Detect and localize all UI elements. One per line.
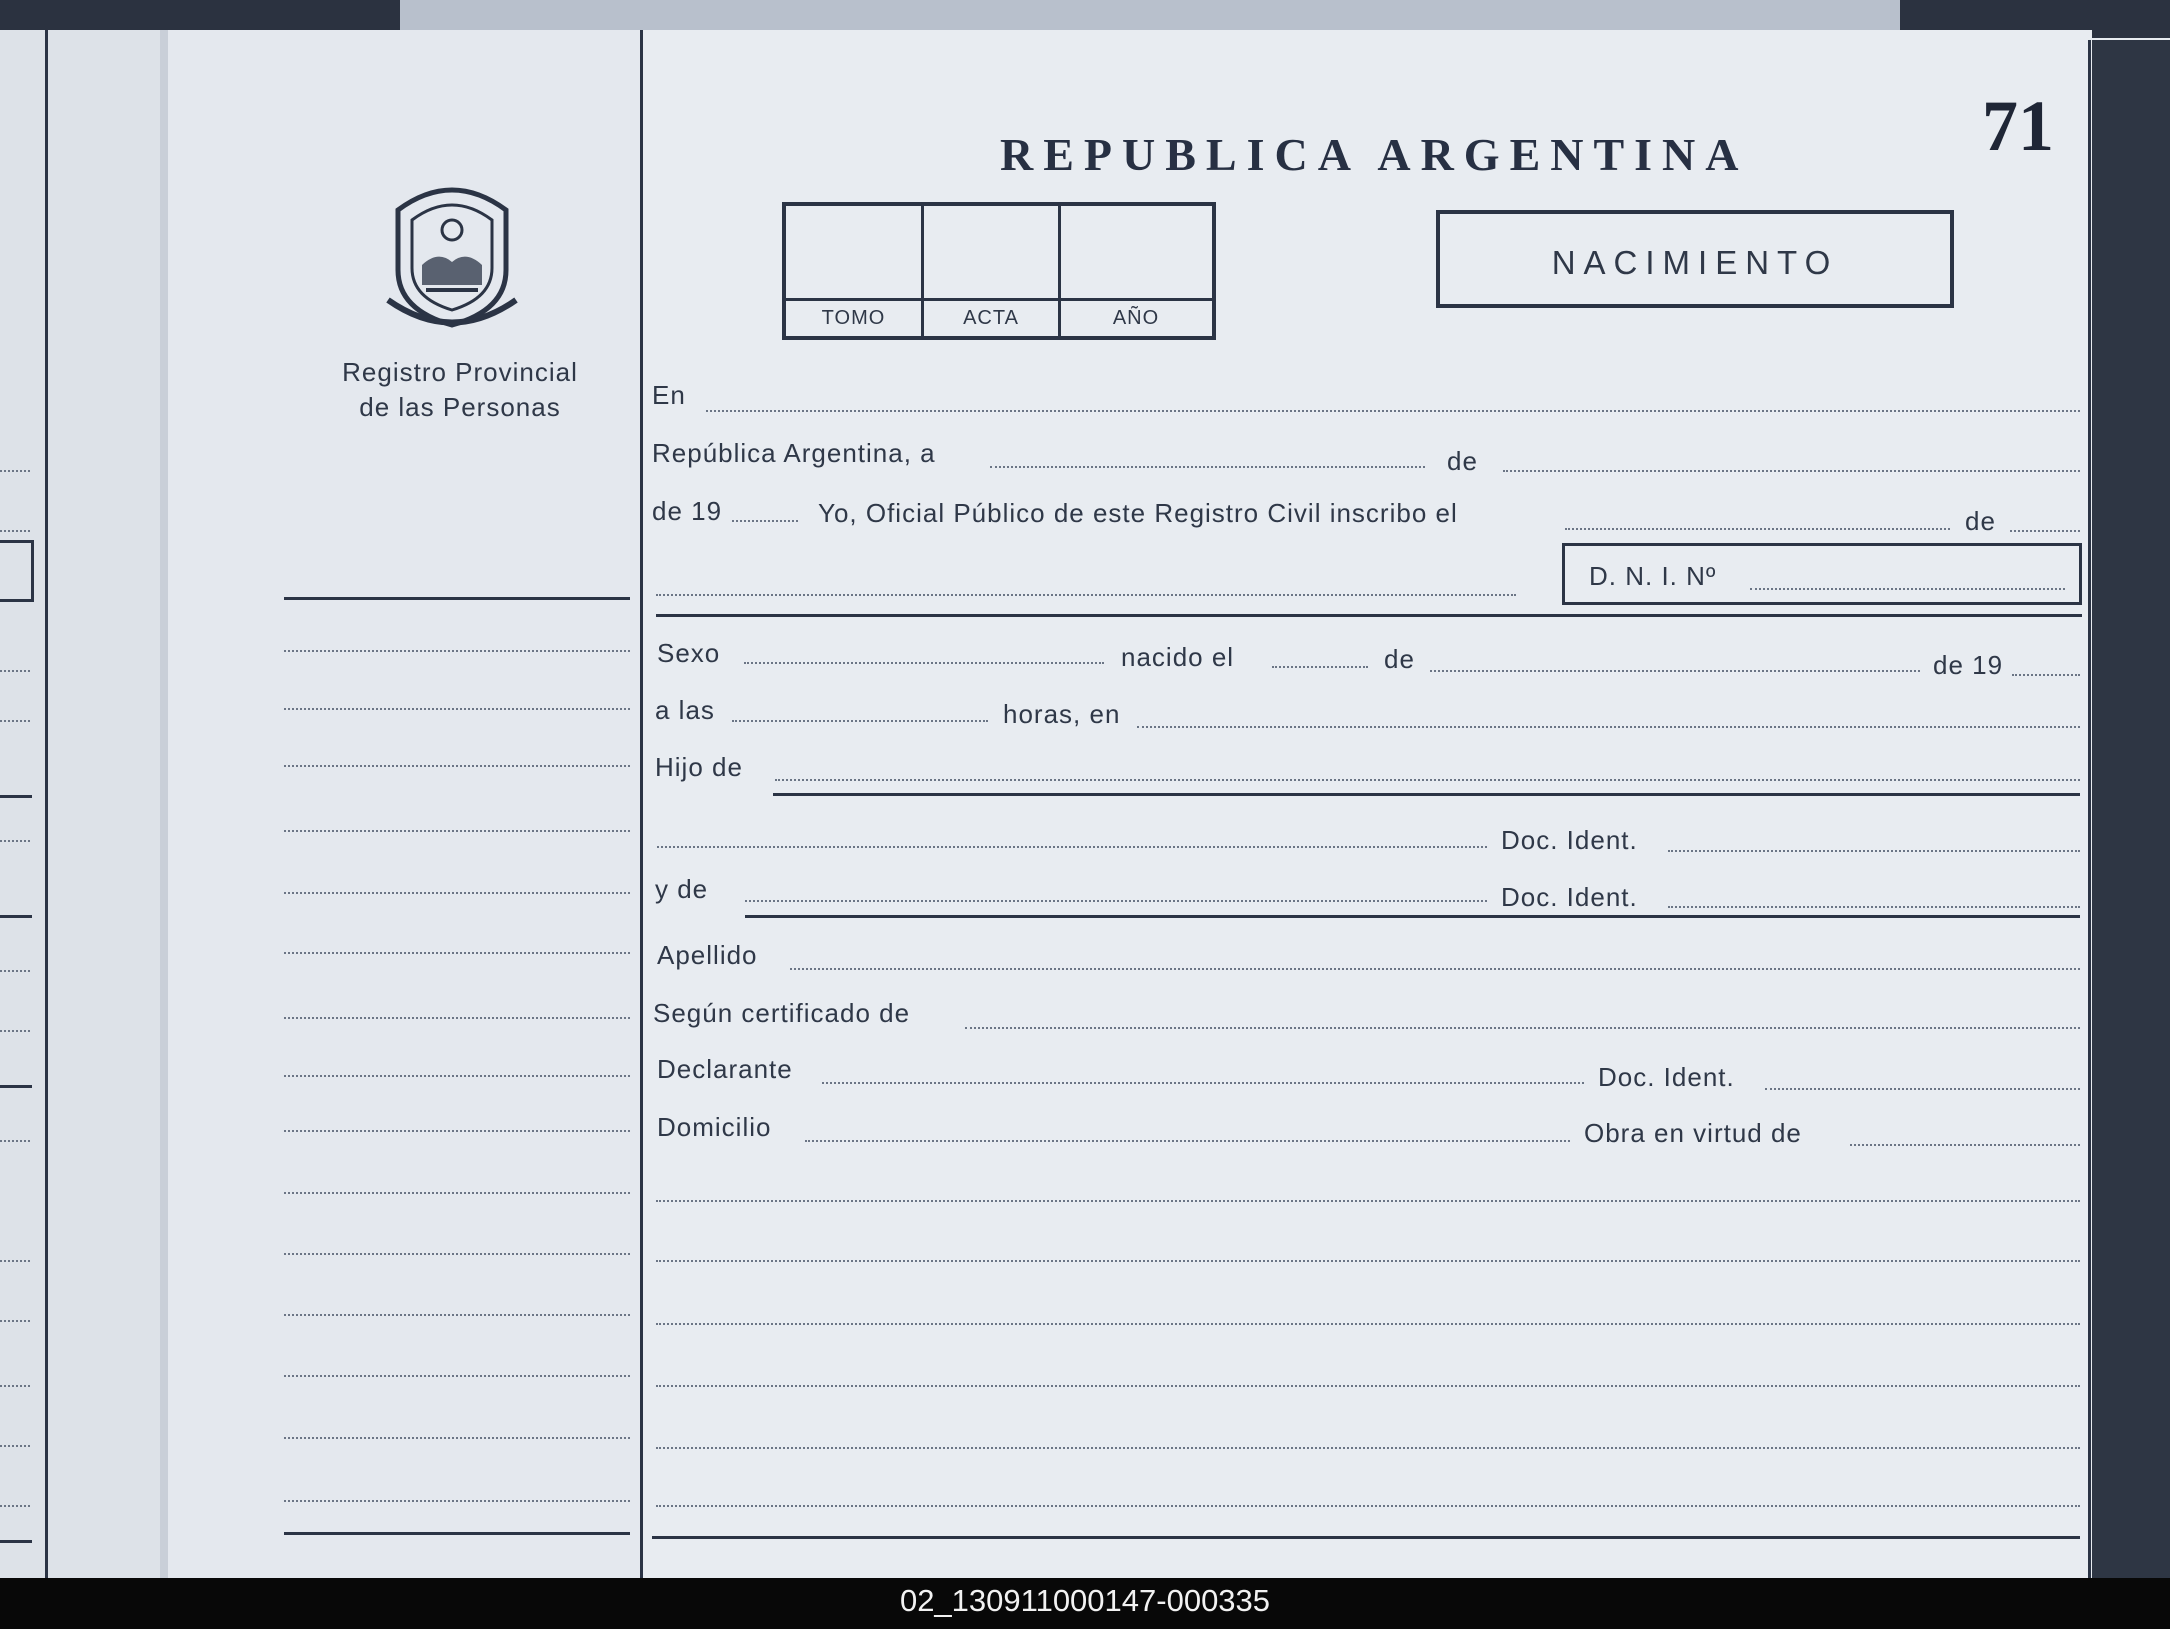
margin-note-line[interactable] [284,650,630,652]
nacido-el-label: nacido el [1121,642,1235,672]
margin-note-line[interactable] [284,765,630,767]
day-field[interactable] [990,466,1425,468]
surname-field[interactable] [790,968,2080,970]
margin-note-line[interactable] [284,708,630,710]
reference-box [782,202,1216,340]
republica-label: República Argentina, a [652,438,936,468]
month-field[interactable] [1503,470,2080,472]
birth-month-field[interactable] [1430,670,1920,672]
tomo-label: TOMO [821,307,886,329]
declarante-label: Declarante [657,1054,793,1084]
obra-label: Obra en virtud de [1584,1118,1802,1148]
child-name-field[interactable] [656,594,1516,596]
certificado-label: Según certificado de [653,998,911,1028]
stub-line [0,530,30,532]
stub-line [0,1385,30,1387]
stub-rule [0,1540,32,1543]
registry-name-line2: de las Personas [359,392,561,422]
notes-line[interactable] [656,1505,2080,1507]
margin-note-line[interactable] [284,1500,630,1502]
registration-field[interactable] [1565,528,1950,530]
horas-en-label: horas, en [1003,699,1121,729]
stub-line [0,1140,30,1142]
birth-year-field[interactable] [2012,674,2080,676]
stub-rule [0,915,32,918]
margin-note-line[interactable] [284,1075,630,1077]
margin-rule-bottom [284,1532,630,1535]
acta-label: ACTA [963,307,1019,329]
de-label: de [1447,446,1478,476]
notes-line[interactable] [656,1323,2080,1325]
binding-fold [160,30,168,1578]
act-type-box [1436,210,1954,308]
margin-note-line[interactable] [284,1192,630,1194]
document-title: REPUBLICA ARGENTINA [1000,129,1749,180]
previous-page-edge [0,30,160,1578]
notes-line[interactable] [656,1447,2080,1449]
sex-field[interactable] [744,662,1104,664]
page-edge-line [45,30,48,1578]
dni-field[interactable] [1750,588,2065,590]
stub-line [0,470,30,472]
margin-note-line[interactable] [284,1314,630,1316]
year-field[interactable] [732,520,798,522]
authority-field[interactable] [1850,1144,2080,1146]
margin-note-line[interactable] [284,1017,630,1019]
margin-rule-top [284,597,630,600]
stub-line [0,1320,30,1322]
provincial-seal-icon [378,170,526,337]
oficial-statement: Yo, Oficial Público de este Registro Civil inscribo el [818,498,1458,528]
registration-of-field[interactable] [2010,530,2080,532]
section-rule [656,614,2082,617]
margin-note-line[interactable] [284,952,630,954]
stub-line [0,1445,30,1447]
certificate-field[interactable] [965,1027,2080,1029]
birth-hour-field[interactable] [732,720,988,722]
notes-line[interactable] [656,1260,2080,1262]
anio-label: AÑO [1112,307,1160,329]
image-id-caption: 02_130911000147-000335 [899,1583,1271,1618]
stub-line [0,970,30,972]
sexo-label: Sexo [657,638,721,668]
de-label: de [1384,644,1415,674]
margin-note-line[interactable] [284,1253,630,1255]
father-doc-label: Doc. Ident. [1501,825,1638,855]
margin-note-line[interactable] [284,892,630,894]
tomo-field[interactable] [788,206,921,296]
act-type-label: NACIMIENTO [1551,244,1839,281]
de-label: de [1965,506,1996,536]
y-de-label: y de [655,874,709,904]
acta-field[interactable] [925,206,1058,296]
en-label: En [652,380,686,410]
address-field[interactable] [805,1140,1570,1142]
stub-line [0,670,30,672]
stub-rule [0,1085,32,1088]
margin-note-line[interactable] [284,1375,630,1377]
mother-doc-label: Doc. Ident. [1501,882,1638,912]
de19-label: de 19 [1933,650,2004,680]
mother-name-field[interactable] [745,900,1487,902]
right-border-line [2088,40,2091,1578]
dni-label: D. N. I. Nº [1589,561,1717,591]
margin-note-line[interactable] [284,1437,630,1439]
declarant-doc-field[interactable] [1765,1088,2080,1090]
father-name-cont-field[interactable] [657,846,1487,848]
father-doc-field[interactable] [1668,850,2080,852]
stub-box [0,540,34,602]
place-field[interactable] [706,410,2080,412]
father-name-field[interactable] [775,779,2080,781]
birth-place-field[interactable] [1137,726,2080,728]
bottom-rule [652,1536,2080,1539]
de19-label: de 19 [652,496,723,526]
mother-rule [745,915,2080,918]
domicilio-label: Domicilio [657,1112,772,1142]
stub-line [0,1260,30,1262]
stub-line [0,1505,30,1507]
stub-line [0,1030,30,1032]
apellido-label: Apellido [657,940,758,970]
declarant-doc-label: Doc. Ident. [1598,1062,1735,1092]
stub-line [0,840,30,842]
declarant-field[interactable] [822,1082,1584,1084]
dni-box [1562,543,2082,605]
right-edge [2092,40,2170,1578]
margin-note-line[interactable] [284,830,630,832]
registry-name-line1: Registro Provincial [342,357,578,387]
a-las-label: a las [655,695,715,725]
anio-field[interactable] [1062,206,1210,296]
birth-day-field[interactable] [1272,666,1368,668]
stub-line [0,720,30,722]
mother-doc-field[interactable] [1668,906,2080,908]
hijo-de-label: Hijo de [655,752,743,782]
notes-line[interactable] [656,1385,2080,1387]
margin-note-line[interactable] [284,1130,630,1132]
notes-line[interactable] [656,1200,2080,1202]
margin-divider-line [640,30,643,1578]
father-rule [773,793,2080,796]
stub-rule [0,795,32,798]
page-number: 71 [1982,86,2054,166]
